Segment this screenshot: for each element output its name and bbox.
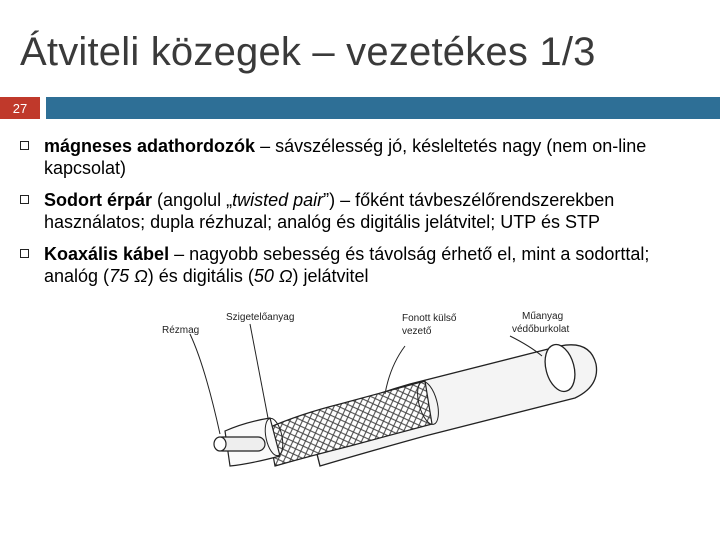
bullet-lead: Koaxális kábel xyxy=(44,244,170,264)
title-rule xyxy=(46,97,720,119)
bullet-list xyxy=(20,135,700,297)
bullet-text: ”) – főként távbeszélőrendszerekben használatos; dupla rézhuzal; analóg és digitális jelátvitel; UTP és STP xyxy=(44,190,615,232)
slide-title: Átviteli közegek – vezetékes 1/3 xyxy=(20,30,596,74)
bullet-text: (angolul „ xyxy=(152,190,233,210)
coax-cable-diagram xyxy=(150,306,600,476)
label-insulator: Szigetelőanyag xyxy=(226,312,295,323)
bullet-coaxial xyxy=(20,243,700,287)
checkbox-bullet-icon xyxy=(20,249,29,258)
bullet-lead: mágneses adathordozók xyxy=(44,136,256,156)
label-jacket-line-1: Műanyag xyxy=(522,311,564,322)
bullet-text: – nagyobb sebesség és távolság érhető el, mint a sodorttal; analóg ( xyxy=(44,244,650,286)
bullet-twisted-pair xyxy=(20,189,700,233)
bullet-magnetic-media xyxy=(20,135,700,179)
label-jacket-line-2: védőburkolat xyxy=(512,324,570,335)
label-shield-line-2: vezető xyxy=(402,326,432,337)
bullet-italic: twisted pair xyxy=(232,190,324,210)
bullet-text: – sávszélesség jó, késleltetés nagy (nem on-line kapcsolat) xyxy=(44,136,647,178)
checkbox-bullet-icon xyxy=(20,195,29,204)
label-shield-line-1: Fonott külső xyxy=(402,313,457,324)
copper-core xyxy=(214,437,265,451)
label-copper-core: Rézmag xyxy=(162,325,200,336)
checkbox-bullet-icon xyxy=(20,141,29,150)
bullet-text: ) jelátvitel xyxy=(292,266,369,286)
slide-number: 27 xyxy=(0,97,40,119)
bullet-text: ) és digitális ( xyxy=(147,266,254,286)
bullet-italic: 75 Ω xyxy=(109,266,148,286)
bullet-italic: 50 Ω xyxy=(253,266,293,286)
bullet-lead: Sodort érpár xyxy=(44,190,153,210)
